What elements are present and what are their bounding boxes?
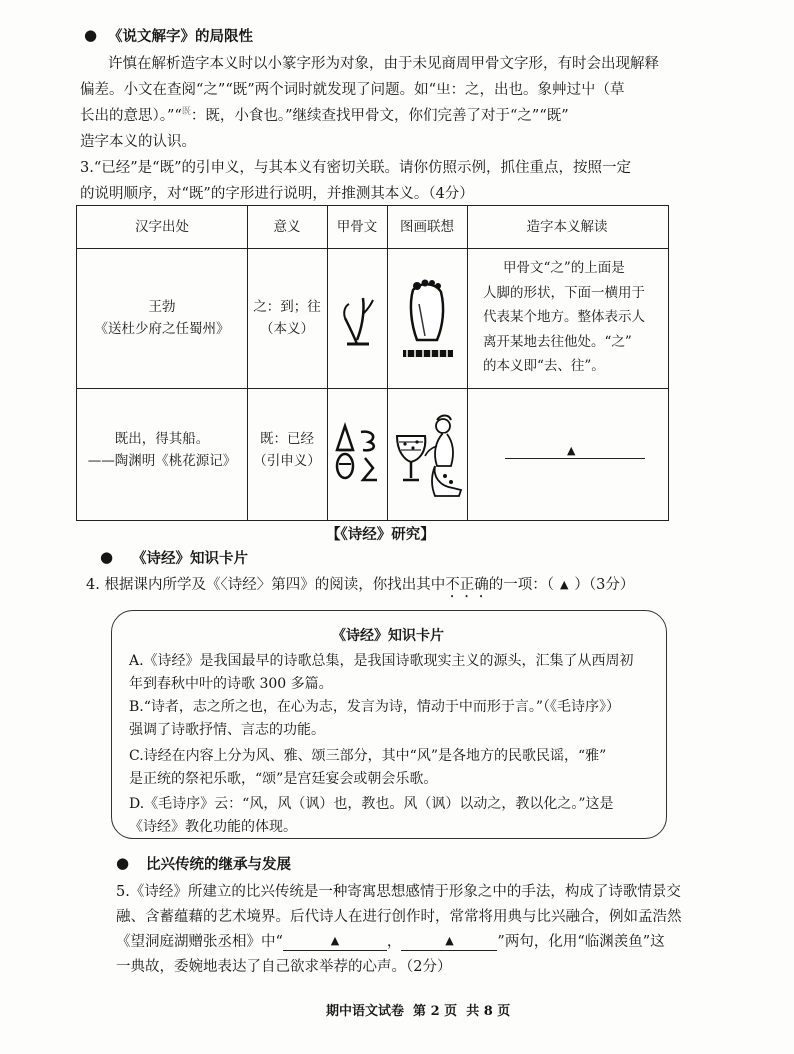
oracle-glyph-zhi-icon: 㞢 (436, 82, 451, 98)
q5-text: ”两句，化用“临渊羡鱼”这 (497, 934, 665, 950)
para-text: 偏差。小文在查阅“之”“既”两个词时就发现了问题。如“ (80, 82, 437, 98)
card-line: 是正统的祭祀乐歌，“颂”是宫廷宴会或朝会乐歌。 (129, 771, 438, 787)
question-3-line-2: 的说明顺序，对“既”的字形进行说明，并推测其本义。（4分） (80, 186, 474, 202)
oracle-ji-glyph-icon (333, 420, 383, 486)
question-5-line-3 (116, 930, 665, 951)
table-header-oracle: 甲骨文 (336, 219, 378, 235)
para-line-2 (80, 78, 625, 99)
card-line: 强调了诗歌抒情、言志的功能。 (129, 722, 325, 738)
card-line: A.《诗经》是我国最早的诗歌总集，是我国诗歌现实主义的源头，汇集了从西周初 (129, 653, 634, 669)
q4-text: 的一项：（ (488, 577, 554, 593)
answer-blank-line[interactable] (505, 458, 645, 459)
para-text: ：之，出也。象艸过屮（草 (450, 82, 625, 98)
answer-blank-2[interactable] (401, 933, 497, 951)
q5-text: 《望洞庭湖赠张丞相》中“ (116, 934, 283, 950)
question-5-line-2: 融、含蓄蕴藉的艺术境界。后代诗人在进行创作时，常常将用典与比兴融合，例如孟浩然 (116, 909, 682, 925)
question-5-line-1: 5.《诗经》所建立的比兴传统是一种寄寓思想感情于形象之中的手法，构成了诗歌情景交 (116, 884, 681, 900)
meaning-text: 之：到；往 (253, 299, 321, 315)
card-line: D.《毛诗序》云：“风，风（讽）也，教也。风（讽）以动之，教以化之。”这是 (129, 796, 614, 812)
q5-text: ， (386, 934, 402, 950)
reading-line: 代表某个地方。整体表示人 (483, 309, 645, 325)
reading-line: 的本义即“去、往”。 (483, 358, 605, 374)
card-line: C.诗经在内容上分为风、雅、颂三部分，其中“风”是各地方的民歌民谣，“雅” (129, 748, 607, 764)
card-line: 年到春秋中叶的诗歌 300 多篇。 (129, 676, 333, 692)
question-3-line-1: 3.“已经”是“既”的引申义，与其本义有密切关联。请你仿照示例，抓住重点，按照一定 (80, 160, 631, 176)
source-title: ——陶渊明《桃花源记》 (87, 453, 237, 469)
table-header-picture: 图画联想 (400, 219, 454, 235)
reading-line: 甲骨文“之”的上面是 (503, 260, 625, 276)
card-line: 《诗经》教化功能的体现。 (129, 819, 297, 835)
answer-table (76, 205, 669, 521)
reading-line: 人脚的形状，下面一横用于 (483, 284, 645, 301)
kneeling-man-drawing-icon (393, 412, 465, 500)
question-4 (86, 573, 634, 601)
meaning-note: （本义） (260, 321, 314, 337)
answer-placeholder-marker: ▲ (330, 934, 340, 947)
oracle-glyph-ji-icon: 既 (181, 107, 191, 117)
para-text: 长出的意思）。”“ (80, 108, 182, 124)
answer-placeholder-marker: ▲ (445, 934, 454, 947)
question-5-line-4: 一典故，委婉地表达了自己欲求举荐的心声。（2分） (116, 959, 452, 975)
bullet-marker: ● (116, 854, 130, 872)
section-title-shuowen: 《说文解字》的局限性 (108, 28, 253, 45)
q4-emphasis: 不正确 (445, 577, 489, 593)
row2-meaning (247, 428, 327, 472)
row2-source (77, 428, 247, 472)
foot-drawing-icon (399, 274, 457, 364)
answer-blank-1[interactable] (283, 933, 387, 951)
answer-placeholder-marker: ▲ (559, 578, 569, 591)
q4-points: ）（3分） (574, 577, 635, 593)
section-heading-shijing: 【《诗经》研究】 (326, 526, 435, 543)
source-title: 《送杜少府之任蜀州》 (94, 321, 230, 337)
meaning-note: （引申义） (253, 453, 321, 469)
row1-source (77, 296, 247, 340)
para-line-3 (80, 104, 569, 125)
section-title-bixing: 比兴传统的继承与发展 (146, 856, 291, 873)
source-quote: 既出，得其船。 (114, 431, 210, 447)
card-line: B.“诗者，志之所之也，在心为志，发言为诗，情动于中而形于言。”（《毛诗序》） (129, 699, 621, 715)
para-text: ：既，小食也。”继续查找甲骨文，你们完善了对于“之”“既” (190, 108, 569, 124)
para-line-4: 造字本义的认识。 (80, 134, 196, 150)
bullet-marker: ● (84, 26, 98, 44)
q4-text: 4. 根据课内所学及《〈诗经〉第四》的阅读，你找出其中 (86, 577, 446, 593)
row1-reading (477, 256, 663, 379)
table-header-reading: 造字本义解读 (526, 219, 608, 235)
oracle-zhi-glyph-icon (339, 290, 377, 352)
section-title-knowledge-card: 《诗经》知识卡片 (132, 550, 248, 567)
card-title: 《诗经》知识卡片 (332, 628, 444, 644)
bullet-marker: ● (100, 548, 114, 566)
source-author: 王勃 (148, 299, 176, 315)
row1-meaning (247, 296, 327, 340)
page-footer: 期中语文试卷 第 2 页 共 8 页 (326, 1004, 511, 1019)
reading-line: 离开某地去往他处。“之” (483, 333, 632, 350)
answer-placeholder-marker: ▲ (567, 444, 576, 457)
table-header-meaning: 意义 (273, 219, 301, 235)
table-header-source: 汉字出处 (135, 219, 189, 235)
para-line-1: 许慎在解析造字本义时以小篆字形为对象，由于未见商周甲骨文字形，有时会出现解释 (108, 56, 659, 72)
meaning-text: 既：已经 (260, 431, 314, 447)
